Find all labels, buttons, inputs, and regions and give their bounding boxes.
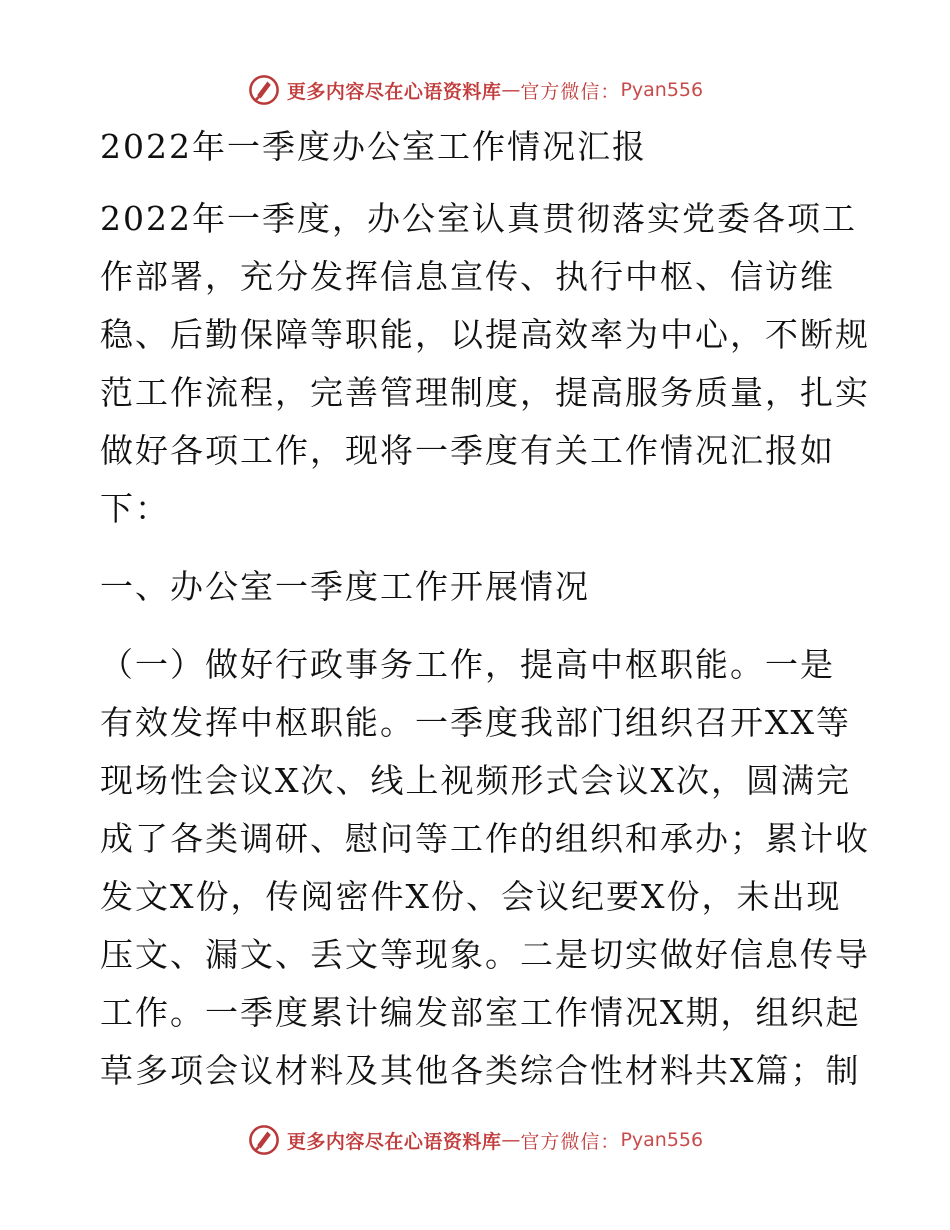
section-paragraph — [100, 636, 870, 1100]
paragraph-line: 发文X份，传阅密件X份、会议纪要X份，未出现 — [100, 877, 842, 916]
paragraph-line: 2022年一季度，办公室认真贯彻落实党委各项工 — [100, 199, 857, 238]
paragraph-line: 稳、后勤保障等职能，以提高效率为中心，不断规 — [100, 315, 870, 354]
paragraph-line: 成了各类调研、慰问等工作的组织和承办；累计收 — [100, 819, 870, 858]
section-heading: 一、办公室一季度工作开展情况 — [100, 567, 590, 606]
watermark-banner-top — [0, 70, 950, 110]
paragraph-line: （一）做好行政事务工作，提高中枢职能。一是 — [100, 645, 835, 684]
paragraph-line: 工作。一季度累计编发部室工作情况X期，组织起 — [100, 993, 861, 1032]
paragraph-line: 压文、漏文、丢文等现象。二是切实做好信息传导 — [100, 935, 870, 974]
brand-logo-icon — [247, 1123, 281, 1157]
watermark-handle: Pyan556 — [620, 79, 704, 101]
paragraph-line: 下： — [100, 489, 170, 528]
watermark-handle: Pyan556 — [620, 1129, 704, 1151]
document-body — [100, 118, 870, 1100]
paragraph-line: 有效发挥中枢职能。一季度我部门组织召开XX等 — [100, 703, 851, 742]
intro-paragraph — [100, 190, 870, 538]
document-title: 2022年一季度办公室工作情况汇报 — [100, 127, 647, 166]
paragraph-line: 范工作流程，完善管理制度，提高服务质量，扎实 — [100, 373, 870, 412]
paragraph-line: 现场性会议X次、线上视频形式会议X次，圆满完 — [100, 761, 851, 800]
watermark-official: 官方微信： — [520, 80, 621, 103]
paragraph-line: 草多项会议材料及其他各类综合性材料共X篇；制 — [100, 1051, 861, 1090]
watermark-brand: 更多内容尽在心语资料库 — [286, 80, 502, 103]
watermark-official: 官方微信： — [520, 1130, 621, 1153]
watermark-dash: — — [501, 1129, 521, 1151]
paragraph-line: 作部署，充分发挥信息宣传、执行中枢、信访维 — [100, 257, 835, 296]
watermark-banner-bottom — [0, 1120, 950, 1160]
watermark-brand: 更多内容尽在心语资料库 — [286, 1130, 502, 1153]
watermark-dash: — — [501, 79, 521, 101]
paragraph-line: 做好各项工作，现将一季度有关工作情况汇报如 — [100, 431, 835, 470]
brand-logo-icon — [247, 73, 281, 107]
